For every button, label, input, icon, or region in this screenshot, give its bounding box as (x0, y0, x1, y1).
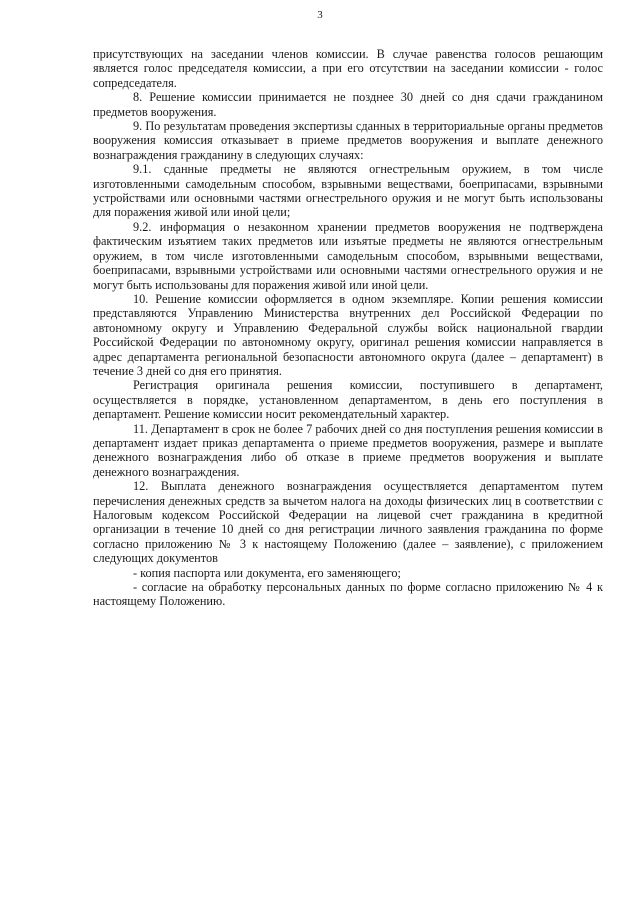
document-body (93, 47, 603, 609)
paragraph-item-8: 8. Решение комиссии принимается не позднее 30 дней со дня сдачи гражданином предметов вооружения. (93, 90, 603, 119)
page-number: 3 (317, 9, 323, 21)
paragraph-item-11: 11. Департамент в срок не более 7 рабочих дней со дня поступления решения комиссии в департамент издает приказ департамента о приеме предметов вооружения, размере и выплате денежного вознаграждения либо об отказе в приеме предметов вооружения и выплате денежного вознаграждения. (93, 421, 603, 479)
paragraph-item-9-1: 9.1. сданные предметы не являются огнестрельным оружием, в том числе изготовленными самодельным способом, взрывными веществами, боеприпасами, взрывными устройствами или основными частями огнестрельного оружия и не могут быть использованы для поражения живой или иной цели; (93, 162, 603, 220)
list-item-consent: - согласие на обработку персональных данных по форме согласно приложению № 4 к настоящему Положению. (93, 580, 603, 609)
paragraph-item-10: 10. Решение комиссии оформляется в одном экземпляре. Копии решения комиссии представляются Управлению Министерства внутренних дел Российской Федерации по автономному округу и Управлению Федеральной службы войск национальной гвардии Российской Федерации по автономному округу, оригинал решения комиссии направляется в адрес департамента региональной безопасности автономного округа (далее – департамент) в течение 3 дней со дня его принятия. (93, 291, 603, 378)
paragraph-item-9: 9. По результатам проведения экспертизы сданных в территориальные органы предметов вооружения комиссия отказывает в приеме предметов вооружения и выплате денежного вознаграждения гражданину в следующих случаях: (93, 119, 603, 162)
paragraph-continuation: присутствующих на заседании членов комиссии. В случае равенства голосов решающим является голос председателя комиссии, а при его отсутствии на заседании комиссии - голос сопредседателя. (93, 47, 603, 90)
list-item-passport: - копия паспорта или документа, его заменяющего; (133, 565, 401, 580)
paragraph-item-12: 12. Выплата денежного вознаграждения осуществляется департаментом путем перечисления денежных средств за вычетом налога на доходы физических лиц в соответствии с Налоговым кодексом Российской Федерации на лицевой счет гражданина в кредитной организации в течение 10 дней со дня регистрации личного заявления гражданина по форме согласно приложению № 3 к настоящему Положению (далее – заявление), с приложением следующих документов (93, 479, 603, 566)
paragraph-registration: Регистрация оригинала решения комиссии, поступившего в департамент, осуществляется в порядке, установленном департаментом, в день его поступления в департамент. Решение комиссии носит рекомендательный характер. (93, 378, 603, 422)
paragraph-item-9-2: 9.2. информация о незаконном хранении предметов вооружения не подтверждена фактическим изъятием таких предметов или изъятые предметы не являются огнестрельным оружием, в том числе изготовленными самодельным способом, взрывными веществами, боеприпасами, взрывными устройствами или основными частями огнестрельного оружия и не могут быть использованы для поражения живой или иной цели. (93, 219, 603, 292)
